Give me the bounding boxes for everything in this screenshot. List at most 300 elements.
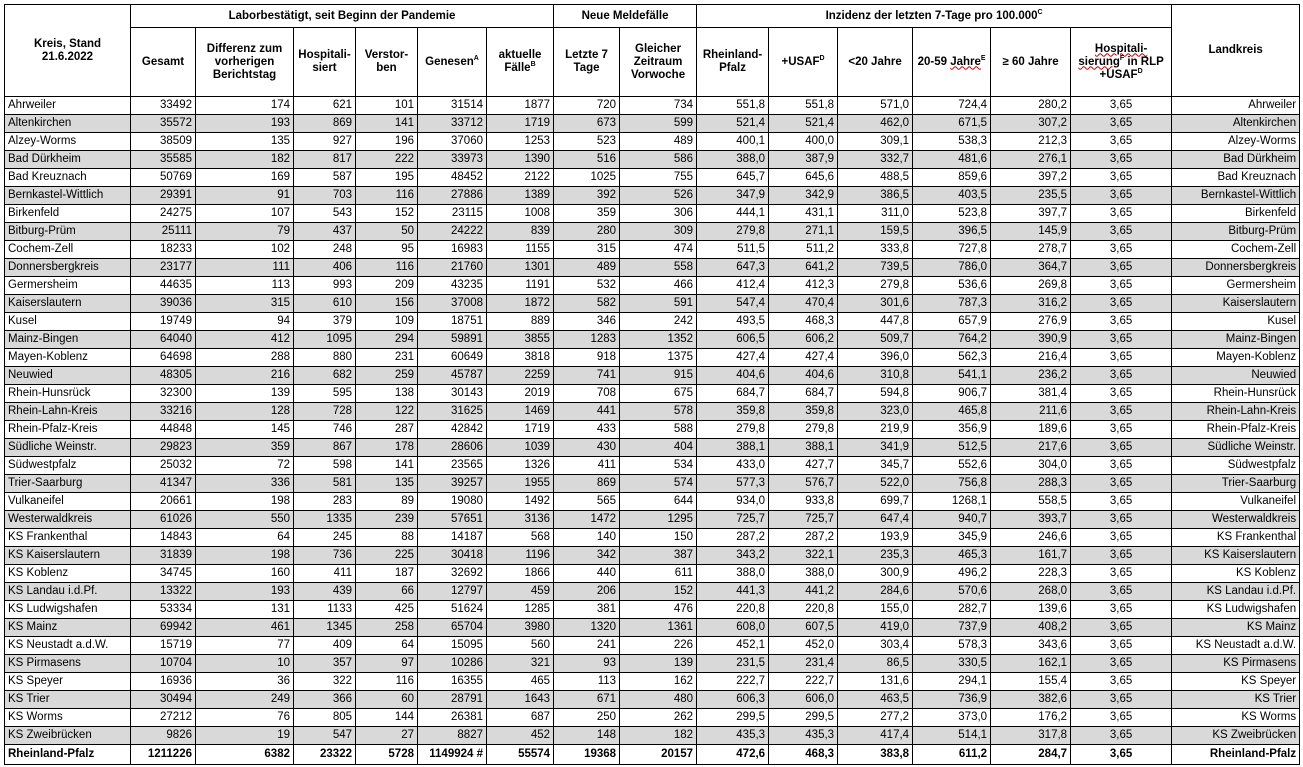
value-cell: 220,8 — [769, 601, 838, 619]
value-cell: 39036 — [131, 295, 196, 313]
value-cell: 3,65 — [1071, 529, 1172, 547]
value-cell: 139 — [196, 385, 294, 403]
value-cell: 41347 — [131, 475, 196, 493]
kreis-cell: Bitburg-Prüm — [5, 223, 131, 241]
value-cell: 346 — [554, 313, 620, 331]
table-row — [5, 133, 1300, 151]
landkreis-cell: Trier-Saarburg — [1172, 475, 1300, 493]
kreis-cell: KS Frankenthal — [5, 529, 131, 547]
value-cell: 411 — [554, 457, 620, 475]
value-cell: 315 — [196, 295, 294, 313]
value-cell: 472,6 — [697, 745, 769, 765]
landkreis-cell: Bernkastel-Wittlich — [1172, 187, 1300, 205]
value-cell: 595 — [294, 385, 356, 403]
value-cell: 34745 — [131, 565, 196, 583]
value-cell: 30143 — [418, 385, 487, 403]
value-cell: 915 — [620, 367, 697, 385]
value-cell: 381,4 — [991, 385, 1071, 403]
table-row — [5, 241, 1300, 259]
value-cell: 139,6 — [991, 601, 1071, 619]
value-cell: 1469 — [487, 403, 554, 421]
value-cell: 684,7 — [697, 385, 769, 403]
value-cell: 60649 — [418, 349, 487, 367]
value-cell: 3136 — [487, 511, 554, 529]
value-cell: 673 — [554, 115, 620, 133]
value-cell: 3,65 — [1071, 313, 1172, 331]
table-row — [5, 655, 1300, 673]
value-cell: 29391 — [131, 187, 196, 205]
value-cell: 140 — [554, 529, 620, 547]
value-cell: 33492 — [131, 97, 196, 115]
value-cell: 805 — [294, 709, 356, 727]
value-cell: 16355 — [418, 673, 487, 691]
value-cell: 299,5 — [697, 709, 769, 727]
value-cell: 869 — [294, 115, 356, 133]
value-cell: 1211226 — [131, 745, 196, 765]
header-hospitalisierung: Hospitali-sierung$^F$ in RLP $+USAF^D$ — [1071, 28, 1172, 97]
value-cell: 381 — [554, 601, 620, 619]
value-cell: 671 — [554, 691, 620, 709]
value-cell: 493,5 — [697, 313, 769, 331]
value-cell: 48305 — [131, 367, 196, 385]
value-cell: 259 — [356, 367, 418, 385]
value-cell: 724,4 — [913, 97, 991, 115]
value-cell: 24275 — [131, 205, 196, 223]
value-cell: 322,1 — [769, 547, 838, 565]
value-cell: 36 — [196, 673, 294, 691]
landkreis-cell: Südwestpfalz — [1172, 457, 1300, 475]
value-cell: 212,3 — [991, 133, 1071, 151]
value-cell: 3,65 — [1071, 727, 1172, 745]
value-cell: 534 — [620, 457, 697, 475]
value-cell: 480 — [620, 691, 697, 709]
table-row — [5, 547, 1300, 565]
value-cell: 66 — [356, 583, 418, 601]
value-cell: 1149924 # — [418, 745, 487, 765]
value-cell: 435,3 — [697, 727, 769, 745]
value-cell: 918 — [554, 349, 620, 367]
value-cell: 51624 — [418, 601, 487, 619]
value-cell: 588 — [620, 421, 697, 439]
value-cell: 512,5 — [913, 439, 991, 457]
value-cell: 156 — [356, 295, 418, 313]
table-row — [5, 727, 1300, 745]
kreis-cell: KS Worms — [5, 709, 131, 727]
value-cell: 359 — [196, 439, 294, 457]
value-cell: 396,0 — [838, 349, 913, 367]
value-cell: 3,65 — [1071, 709, 1172, 727]
value-cell: 746 — [294, 421, 356, 439]
value-cell: 433 — [554, 421, 620, 439]
value-cell: 138 — [356, 385, 418, 403]
landkreis-cell: KS Speyer — [1172, 673, 1300, 691]
value-cell: 269,8 — [991, 277, 1071, 295]
value-cell: 333,8 — [838, 241, 913, 259]
value-cell: 606,5 — [697, 331, 769, 349]
value-cell: 1283 — [554, 331, 620, 349]
value-cell: 299,5 — [769, 709, 838, 727]
value-cell: 671,5 — [913, 115, 991, 133]
table-row — [5, 511, 1300, 529]
value-cell: 16936 — [131, 673, 196, 691]
value-cell: 387,9 — [769, 151, 838, 169]
value-cell: 468,3 — [769, 313, 838, 331]
value-cell: 97 — [356, 655, 418, 673]
value-cell: 645,7 — [697, 169, 769, 187]
value-cell: 433,0 — [697, 457, 769, 475]
value-cell: 859,6 — [913, 169, 991, 187]
value-cell: 558,5 — [991, 493, 1071, 511]
value-cell: 393,7 — [991, 511, 1071, 529]
value-cell: 235,3 — [838, 547, 913, 565]
value-cell: 599 — [620, 115, 697, 133]
landkreis-cell: Rheinland-Pfalz — [1172, 745, 1300, 765]
table-row — [5, 169, 1300, 187]
value-cell: 23565 — [418, 457, 487, 475]
value-cell: 1133 — [294, 601, 356, 619]
value-cell: 155,4 — [991, 673, 1071, 691]
value-cell: 522,0 — [838, 475, 913, 493]
value-cell: 463,5 — [838, 691, 913, 709]
value-cell: 3,65 — [1071, 565, 1172, 583]
table-row — [5, 439, 1300, 457]
value-cell: 427,4 — [769, 349, 838, 367]
landkreis-cell: Kusel — [1172, 313, 1300, 331]
value-cell: 465 — [487, 673, 554, 691]
value-cell: 222,7 — [769, 673, 838, 691]
value-cell: 388,0 — [697, 151, 769, 169]
value-cell: 406 — [294, 259, 356, 277]
value-cell: 25032 — [131, 457, 196, 475]
value-cell: 687 — [487, 709, 554, 727]
value-cell: 216 — [196, 367, 294, 385]
table-row — [5, 565, 1300, 583]
value-cell: 703 — [294, 187, 356, 205]
value-cell: 468,3 — [769, 745, 838, 765]
value-cell: 343,2 — [697, 547, 769, 565]
value-cell: 279,8 — [697, 421, 769, 439]
value-cell: 45787 — [418, 367, 487, 385]
value-cell: 734 — [620, 97, 697, 115]
landkreis-cell: Rhein-Lahn-Kreis — [1172, 403, 1300, 421]
value-cell: 606,0 — [769, 691, 838, 709]
value-cell: 412,4 — [697, 277, 769, 295]
value-cell: 242 — [620, 313, 697, 331]
value-cell: 560 — [487, 637, 554, 655]
value-cell: 231 — [356, 349, 418, 367]
value-cell: 206 — [554, 583, 620, 601]
value-cell: 44635 — [131, 277, 196, 295]
kreis-cell: Rhein-Hunsrück — [5, 385, 131, 403]
value-cell: 65704 — [418, 619, 487, 637]
value-cell: 10 — [196, 655, 294, 673]
value-cell: 708 — [554, 385, 620, 403]
landkreis-cell: KS Landau i.d.Pf. — [1172, 583, 1300, 601]
value-cell: 262 — [620, 709, 697, 727]
value-cell: 400,1 — [697, 133, 769, 151]
value-cell: 220,8 — [697, 601, 769, 619]
value-cell: 288,3 — [991, 475, 1071, 493]
landkreis-cell: Germersheim — [1172, 277, 1300, 295]
value-cell: 258 — [356, 619, 418, 637]
landkreis-cell: KS Neustadt a.d.W. — [1172, 637, 1300, 655]
value-cell: 3,65 — [1071, 331, 1172, 349]
value-cell: 89 — [356, 493, 418, 511]
value-cell: 27 — [356, 727, 418, 745]
value-cell: 551,8 — [769, 97, 838, 115]
value-cell: 18751 — [418, 313, 487, 331]
value-cell: 682 — [294, 367, 356, 385]
landkreis-cell: KS Kaiserslautern — [1172, 547, 1300, 565]
value-cell: 211,6 — [991, 403, 1071, 421]
value-cell: 359,8 — [769, 403, 838, 421]
value-cell: 739,5 — [838, 259, 913, 277]
value-cell: 727,8 — [913, 241, 991, 259]
value-cell: 3,65 — [1071, 601, 1172, 619]
value-cell: 28606 — [418, 439, 487, 457]
table-row — [5, 637, 1300, 655]
kreis-cell: Rhein-Lahn-Kreis — [5, 403, 131, 421]
value-cell: 161,7 — [991, 547, 1071, 565]
value-cell: 1719 — [487, 115, 554, 133]
value-cell: 1345 — [294, 619, 356, 637]
value-cell: 322 — [294, 673, 356, 691]
value-cell: 3,65 — [1071, 547, 1172, 565]
header-kreis-stand: Kreis, Stand 21.6.2022 — [5, 5, 131, 97]
value-cell: 578,3 — [913, 637, 991, 655]
value-cell: 409 — [294, 637, 356, 655]
value-cell: 23177 — [131, 259, 196, 277]
table-row — [5, 187, 1300, 205]
value-cell: 1643 — [487, 691, 554, 709]
value-cell: 64 — [196, 529, 294, 547]
kreis-cell: Germersheim — [5, 277, 131, 295]
value-cell: 452 — [487, 727, 554, 745]
value-cell: 514,1 — [913, 727, 991, 745]
value-cell: 160 — [196, 565, 294, 583]
value-cell: 225 — [356, 547, 418, 565]
kreis-cell: Südliche Weinstr. — [5, 439, 131, 457]
value-cell: 169 — [196, 169, 294, 187]
value-cell: 3,65 — [1071, 187, 1172, 205]
value-cell: 578 — [620, 403, 697, 421]
header-usaf: $+USAF^D$ — [769, 28, 838, 97]
value-cell: 3,65 — [1071, 421, 1172, 439]
value-cell: 425 — [356, 601, 418, 619]
table-row — [5, 583, 1300, 601]
value-cell: 152 — [356, 205, 418, 223]
value-cell: 279,8 — [838, 277, 913, 295]
value-cell: 431,1 — [769, 205, 838, 223]
value-cell: 283 — [294, 493, 356, 511]
value-cell: 1375 — [620, 349, 697, 367]
value-cell: 235,5 — [991, 187, 1071, 205]
landkreis-cell: KS Worms — [1172, 709, 1300, 727]
value-cell: 10704 — [131, 655, 196, 673]
value-cell: 69942 — [131, 619, 196, 637]
value-cell: 101 — [356, 97, 418, 115]
value-cell: 427,4 — [697, 349, 769, 367]
value-cell: 250 — [554, 709, 620, 727]
value-cell: 226 — [620, 637, 697, 655]
value-cell: 400,0 — [769, 133, 838, 151]
value-cell: 144 — [356, 709, 418, 727]
value-cell: 441 — [554, 403, 620, 421]
value-cell: 465,3 — [913, 547, 991, 565]
kreis-cell: Mayen-Koblenz — [5, 349, 131, 367]
kreis-cell: Südwestpfalz — [5, 457, 131, 475]
value-cell: 13322 — [131, 583, 196, 601]
value-cell: 44848 — [131, 421, 196, 439]
value-cell: 57651 — [418, 511, 487, 529]
value-cell: 675 — [620, 385, 697, 403]
kreis-cell: Kusel — [5, 313, 131, 331]
value-cell: 1301 — [487, 259, 554, 277]
value-cell: 209 — [356, 277, 418, 295]
value-cell: 574 — [620, 475, 697, 493]
table-row — [5, 619, 1300, 637]
header-genesen: Genesen$^A$ — [418, 28, 487, 97]
value-cell: 386,5 — [838, 187, 913, 205]
value-cell: 1320 — [554, 619, 620, 637]
value-cell: 610 — [294, 295, 356, 313]
value-cell: 284,7 — [991, 745, 1071, 765]
value-cell: 720 — [554, 97, 620, 115]
header-rheinland-pfalz: Rheinland-Pfalz — [697, 28, 769, 97]
value-cell: 307,2 — [991, 115, 1071, 133]
value-cell: 647,3 — [697, 259, 769, 277]
value-cell: 55574 — [487, 745, 554, 765]
value-cell: 594,8 — [838, 385, 913, 403]
landkreis-cell: KS Ludwigshafen — [1172, 601, 1300, 619]
value-cell: 174 — [196, 97, 294, 115]
value-cell: 27886 — [418, 187, 487, 205]
value-cell: 427,7 — [769, 457, 838, 475]
value-cell: 91 — [196, 187, 294, 205]
value-cell: 245 — [294, 529, 356, 547]
value-cell: 532 — [554, 277, 620, 295]
header-letzte-7-tage: Letzte 7 Tage — [554, 28, 620, 97]
kreis-cell: Kaiserslautern — [5, 295, 131, 313]
landkreis-cell: Rhein-Pfalz-Kreis — [1172, 421, 1300, 439]
value-cell: 345,9 — [913, 529, 991, 547]
value-cell: 521,4 — [769, 115, 838, 133]
value-cell: 300,9 — [838, 565, 913, 583]
value-cell: 867 — [294, 439, 356, 457]
value-cell: 236,2 — [991, 367, 1071, 385]
value-cell: 441,2 — [769, 583, 838, 601]
landkreis-cell: Alzey-Worms — [1172, 133, 1300, 151]
value-cell: 287,2 — [697, 529, 769, 547]
value-cell: 3,65 — [1071, 367, 1172, 385]
header-ab-60-jahre: ≥ 60 Jahre — [991, 28, 1071, 97]
value-cell: 315 — [554, 241, 620, 259]
value-cell: 15095 — [418, 637, 487, 655]
value-cell: 927 — [294, 133, 356, 151]
landkreis-cell: Bad Dürkheim — [1172, 151, 1300, 169]
table-row — [5, 493, 1300, 511]
value-cell: 817 — [294, 151, 356, 169]
value-cell: 725,7 — [769, 511, 838, 529]
landkreis-cell: KS Zweibrücken — [1172, 727, 1300, 745]
value-cell: 284,6 — [838, 583, 913, 601]
table-row — [5, 601, 1300, 619]
value-cell: 301,6 — [838, 295, 913, 313]
kreis-cell: Mainz-Bingen — [5, 331, 131, 349]
value-cell: 641,2 — [769, 259, 838, 277]
value-cell: 309 — [620, 223, 697, 241]
value-cell: 509,7 — [838, 331, 913, 349]
value-cell: 276,9 — [991, 313, 1071, 331]
value-cell: 33712 — [418, 115, 487, 133]
covid-statistics-table — [4, 4, 1300, 765]
kreis-cell: Ahrweiler — [5, 97, 131, 115]
landkreis-cell: Mainz-Bingen — [1172, 331, 1300, 349]
value-cell: 1155 — [487, 241, 554, 259]
value-cell: 50 — [356, 223, 418, 241]
value-cell: 404,6 — [697, 367, 769, 385]
value-cell: 1191 — [487, 277, 554, 295]
value-cell: 541,1 — [913, 367, 991, 385]
value-cell: 536,6 — [913, 277, 991, 295]
value-cell: 397,2 — [991, 169, 1071, 187]
value-cell: 20157 — [620, 745, 697, 765]
value-cell: 135 — [356, 475, 418, 493]
value-cell: 933,8 — [769, 493, 838, 511]
value-cell: 31625 — [418, 403, 487, 421]
value-cell: 1039 — [487, 439, 554, 457]
value-cell: 839 — [487, 223, 554, 241]
value-cell: 3,65 — [1071, 385, 1172, 403]
value-cell: 29823 — [131, 439, 196, 457]
kreis-cell: KS Ludwigshafen — [5, 601, 131, 619]
value-cell: 176,2 — [991, 709, 1071, 727]
landkreis-cell: Westerwaldkreis — [1172, 511, 1300, 529]
value-cell: 388,1 — [697, 439, 769, 457]
value-cell: 48452 — [418, 169, 487, 187]
value-cell: 552,6 — [913, 457, 991, 475]
value-cell: 27212 — [131, 709, 196, 727]
value-cell: 3,65 — [1071, 673, 1172, 691]
value-cell: 3,65 — [1071, 97, 1172, 115]
landkreis-cell: KS Frankenthal — [1172, 529, 1300, 547]
value-cell: 139 — [620, 655, 697, 673]
value-cell: 332,7 — [838, 151, 913, 169]
kreis-cell: KS Landau i.d.Pf. — [5, 583, 131, 601]
value-cell: 77 — [196, 637, 294, 655]
landkreis-cell: Cochem-Zell — [1172, 241, 1300, 259]
value-cell: 526 — [620, 187, 697, 205]
value-cell: 31839 — [131, 547, 196, 565]
value-cell: 239 — [356, 511, 418, 529]
value-cell: 645,6 — [769, 169, 838, 187]
value-cell: 3,65 — [1071, 133, 1172, 151]
value-cell: 28791 — [418, 691, 487, 709]
value-cell: 3,65 — [1071, 583, 1172, 601]
value-cell: 128 — [196, 403, 294, 421]
value-cell: 1877 — [487, 97, 554, 115]
value-cell: 310,8 — [838, 367, 913, 385]
value-cell: 1719 — [487, 421, 554, 439]
value-cell: 608,0 — [697, 619, 769, 637]
value-cell: 568 — [487, 529, 554, 547]
value-cell: 404,6 — [769, 367, 838, 385]
value-cell: 37008 — [418, 295, 487, 313]
value-cell: 3,65 — [1071, 439, 1172, 457]
value-cell: 940,7 — [913, 511, 991, 529]
value-cell: 366 — [294, 691, 356, 709]
value-cell: 109 — [356, 313, 418, 331]
